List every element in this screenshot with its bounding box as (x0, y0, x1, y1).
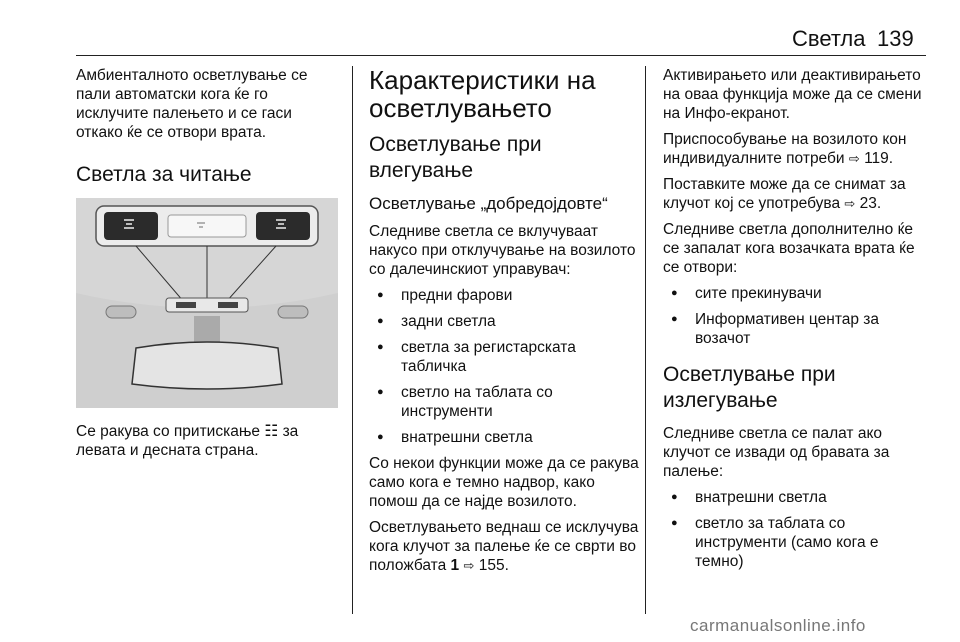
exit-lighting-heading: Осветлување при излегување (663, 363, 836, 412)
column-divider-2 (645, 66, 646, 614)
list-item: ● светло за таблата со инструменти (само кога е темно) (663, 514, 931, 571)
personalization-paragraph (663, 130, 931, 168)
key-settings-text: Поставките може да се снимат за клучот кој се употребува (663, 176, 906, 212)
reference-arrow-icon: ⇨ (844, 196, 856, 211)
caption-text-after: за левата и десната страна. (76, 423, 299, 459)
column-2 (369, 66, 639, 582)
overhead-console-illustration (76, 198, 338, 408)
list-item: ● светла за регистарската табличка (369, 338, 639, 376)
watermark: carmanualsonline.info (690, 616, 866, 635)
page-number: 139 (877, 26, 914, 51)
welcome-lighting-heading: Осветлување „добредојдовте“ (369, 194, 608, 213)
ignition-position: 1 (450, 557, 460, 574)
list-item: ● Информативен центар за возачот (663, 310, 931, 348)
column-1 (76, 66, 342, 467)
list-item: ● светло на таблата со инструменти (369, 383, 639, 421)
welcome-lights-list (369, 286, 639, 447)
welcome-lighting-paragraph: Следниве светла се вклучуваат накусо при отклучување на возилото со далечинскиот управувач: (369, 223, 636, 278)
page-header-title: Светла (792, 26, 866, 51)
entry-lighting-heading: Осветлување при влегување (369, 133, 542, 182)
page-reference[interactable]: 155. (478, 557, 509, 574)
key-settings-paragraph (663, 175, 931, 213)
list-item: ● внатрешни светла (369, 428, 639, 447)
activation-paragraph: Активирањето или деактивирањето на оваа функција може да се смени на Инфо-екранот. (663, 67, 922, 122)
reference-arrow-icon: ⇨ (463, 558, 475, 573)
page-reference[interactable]: 119. (864, 150, 894, 167)
exit-lighting-paragraph: Следниве светла се палат ако клучот се извади од бравата за палење: (663, 425, 890, 480)
lighting-features-title: Карактеристики на осветлувањето (369, 65, 596, 123)
reading-light-icon: ☷ (264, 423, 279, 440)
reading-lights-heading: Светла за читање (76, 163, 252, 186)
ambient-lighting-paragraph: Амбиенталното осветлување се пали автоматски кога ќе го исклучите палењето и се гаси откако ќе се отвори врата. (76, 67, 308, 141)
switch-off-paragraph (369, 518, 639, 575)
exit-lights-list (663, 488, 931, 571)
page-reference[interactable]: 23. (859, 195, 882, 212)
caption-text-before: Се ракува со притискање (76, 423, 261, 440)
list-item: ● внатрешни светла (663, 488, 931, 507)
personalization-text: Приспособување на возилото кон индивидуалните потреби (663, 131, 907, 167)
dark-only-paragraph: Со некои функции може да се ракува само кога е темно надвор, како помош да се најде возилото. (369, 455, 639, 510)
reading-lights-caption (76, 422, 342, 460)
driver-door-lights-list (663, 284, 931, 348)
driver-door-paragraph: Следниве светла дополнително ќе се запалат кога возачката врата ќе се отвори: (663, 221, 915, 276)
list-item: ● сите прекинувачи (663, 284, 931, 303)
reference-arrow-icon: ⇨ (848, 151, 860, 166)
reading-lights-figure (76, 198, 338, 408)
list-item: ● предни фарови (369, 286, 639, 305)
column-3 (663, 66, 931, 578)
list-item: ● задни светла (369, 312, 639, 331)
column-divider-1 (352, 66, 353, 614)
switch-off-text: Осветлувањето веднаш се исклучува кога клучот за палење ќе се сврти во положбата (369, 519, 639, 574)
header-rule (76, 55, 926, 56)
